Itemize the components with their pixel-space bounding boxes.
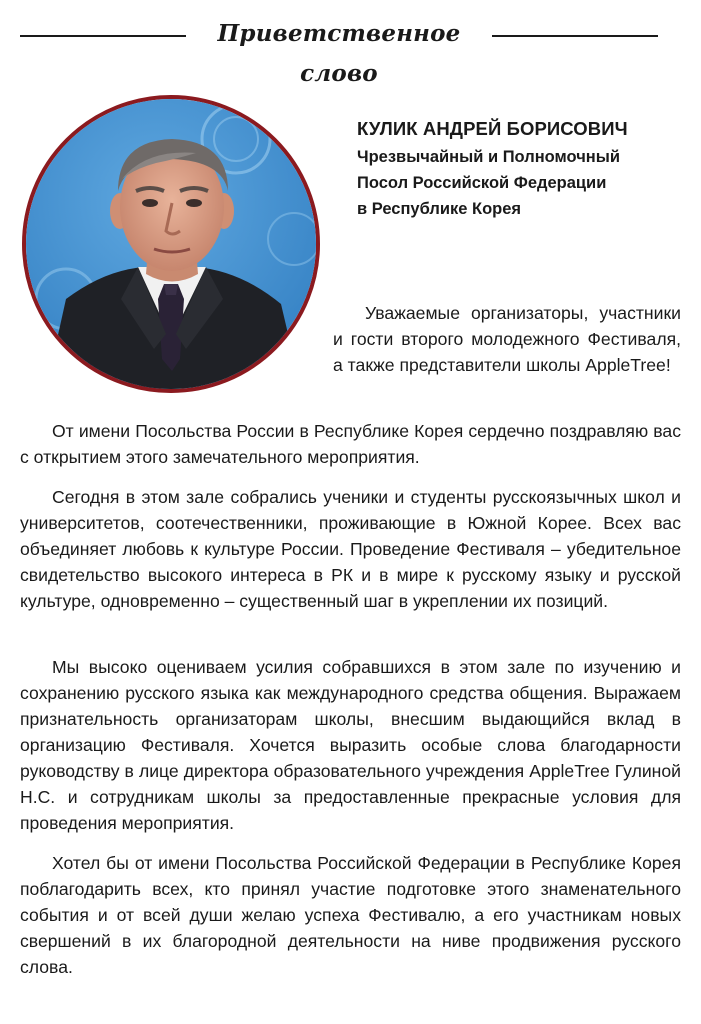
section-title: Приветственное слово bbox=[217, 20, 461, 87]
header-rule-left bbox=[20, 35, 186, 37]
portrait-photo-icon bbox=[26, 99, 316, 389]
ambassador-role bbox=[357, 144, 687, 222]
ambassador-info bbox=[357, 116, 687, 222]
letter-paragraph: Хотел бы от имени Посольства Российской Федерации в Республике Корея поблагодарить всех, кто принял участие подготовке этого знаменательного события и от всей души желаю успеха Фестивалю, а его участникам новых свершений в их благородной деятельности на ниве продвижения русского слова. bbox=[20, 853, 681, 977]
letter-greeting: Уважаемые организаторы, участники и гости второго молодежного Фестиваля, а также представители школы AppleTree! bbox=[333, 303, 681, 375]
ambassador-role-line: в Республике Корея bbox=[357, 200, 522, 218]
ambassador-name: КУЛИК АНДРЕЙ БОРИСОВИЧ bbox=[357, 118, 628, 139]
ambassador-portrait bbox=[22, 95, 320, 393]
letter-paragraph: Мы высоко оцениваем усилия собравшихся в этом зале по изучению и сохранению русского языка как международного средства общения. Выражаем признательность организаторам школы, внесшим выдающийся вклад в организацию Фестиваля. Хочется выразить особые слова благодарности руководству в лице директора образовательного учреждения AppleTree Гулиной Н.С. и сотрудникам школы за предоставленные прекрасные условия для проведения мероприятия. bbox=[20, 657, 681, 833]
letter-paragraph: Сегодня в этом зале собрались ученики и студенты русскоязычных школ и университетов, соотечественники, проживающие в Южной Корее. Всех вас объединяет любовь к культуре России. Проведение Фестиваля – убедительное свидетельство высокого интереса в РК и в мире к русскому языку и русской культуре, одновременно – существенный шаг в укреплении их позиций. bbox=[20, 487, 681, 611]
header-rule-right bbox=[492, 35, 658, 37]
page-header bbox=[0, 14, 701, 87]
ambassador-role-line: Чрезвычайный и Полномочный bbox=[357, 148, 620, 166]
letter-paragraph: От имени Посольства России в Республике Корея сердечно поздравляю вас с открытием этого замечательного мероприятия. bbox=[20, 421, 681, 467]
ambassador-role-line: Посол Российской Федерации bbox=[357, 174, 607, 192]
